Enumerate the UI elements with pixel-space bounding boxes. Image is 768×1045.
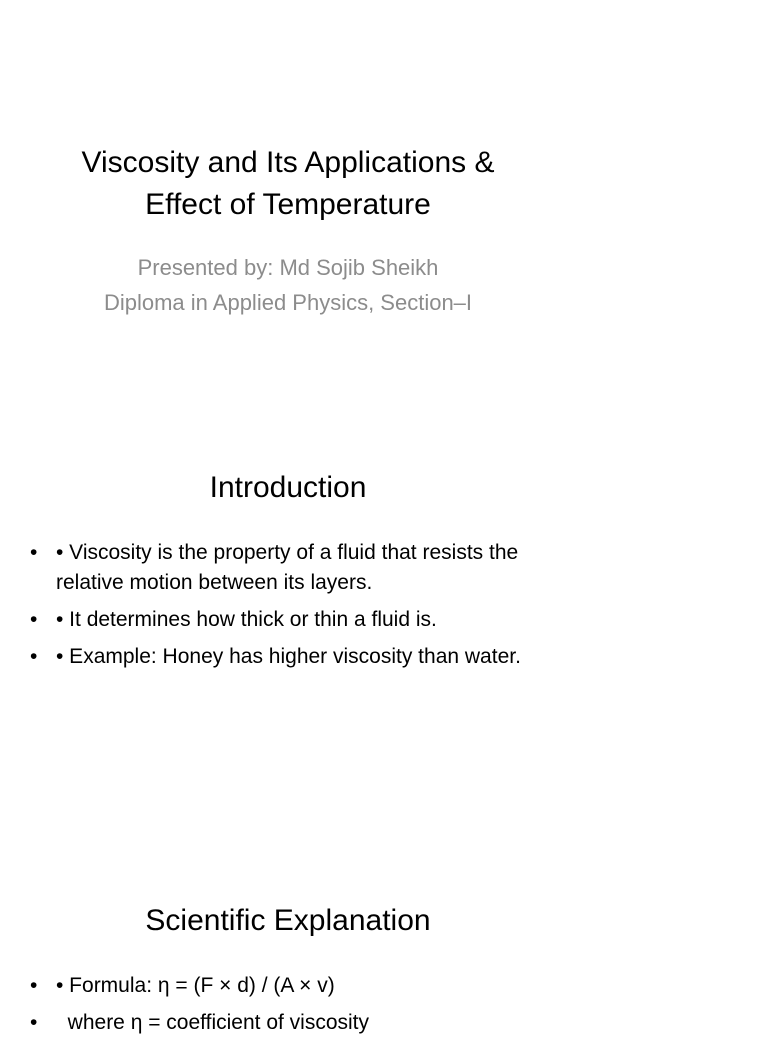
presentation-title <box>36 142 540 226</box>
bullet-marker: • <box>30 1011 38 1034</box>
list-item <box>30 1008 546 1038</box>
introduction-bullet-list <box>30 538 546 679</box>
bullet-text: • Formula: η = (F × d) / (A × v) <box>56 974 335 997</box>
bullet-text: • Viscosity is the property of a fluid that resists the relative motion between its layers. <box>56 541 519 594</box>
presentation-subtitle <box>36 250 540 320</box>
bullet-text: • Example: Honey has higher viscosity than water. <box>56 645 521 668</box>
list-item <box>30 642 546 672</box>
list-item <box>30 971 546 1001</box>
bullet-marker: • <box>30 541 38 564</box>
title-line-2: Effect of Temperature <box>145 188 431 221</box>
bullet-marker: • <box>30 974 38 997</box>
title-slide <box>0 0 576 432</box>
bullet-text: where η = coefficient of viscosity <box>56 1011 370 1034</box>
bullet-text: • It determines how thick or thin a fluid is. <box>56 608 437 631</box>
presenter-line: Presented by: Md Sojib Sheikh <box>137 255 439 280</box>
scientific-explanation-bullet-list <box>30 971 546 1045</box>
list-item <box>30 605 546 635</box>
scientific-explanation-heading: Scientific Explanation <box>145 904 431 937</box>
bullet-marker: • <box>30 645 38 668</box>
list-item <box>30 538 546 598</box>
title-line-1: Viscosity and Its Applications & <box>81 146 495 179</box>
introduction-heading: Introduction <box>209 471 367 504</box>
course-line: Diploma in Applied Physics, Section–I <box>103 290 473 315</box>
bullet-marker: • <box>30 608 38 631</box>
